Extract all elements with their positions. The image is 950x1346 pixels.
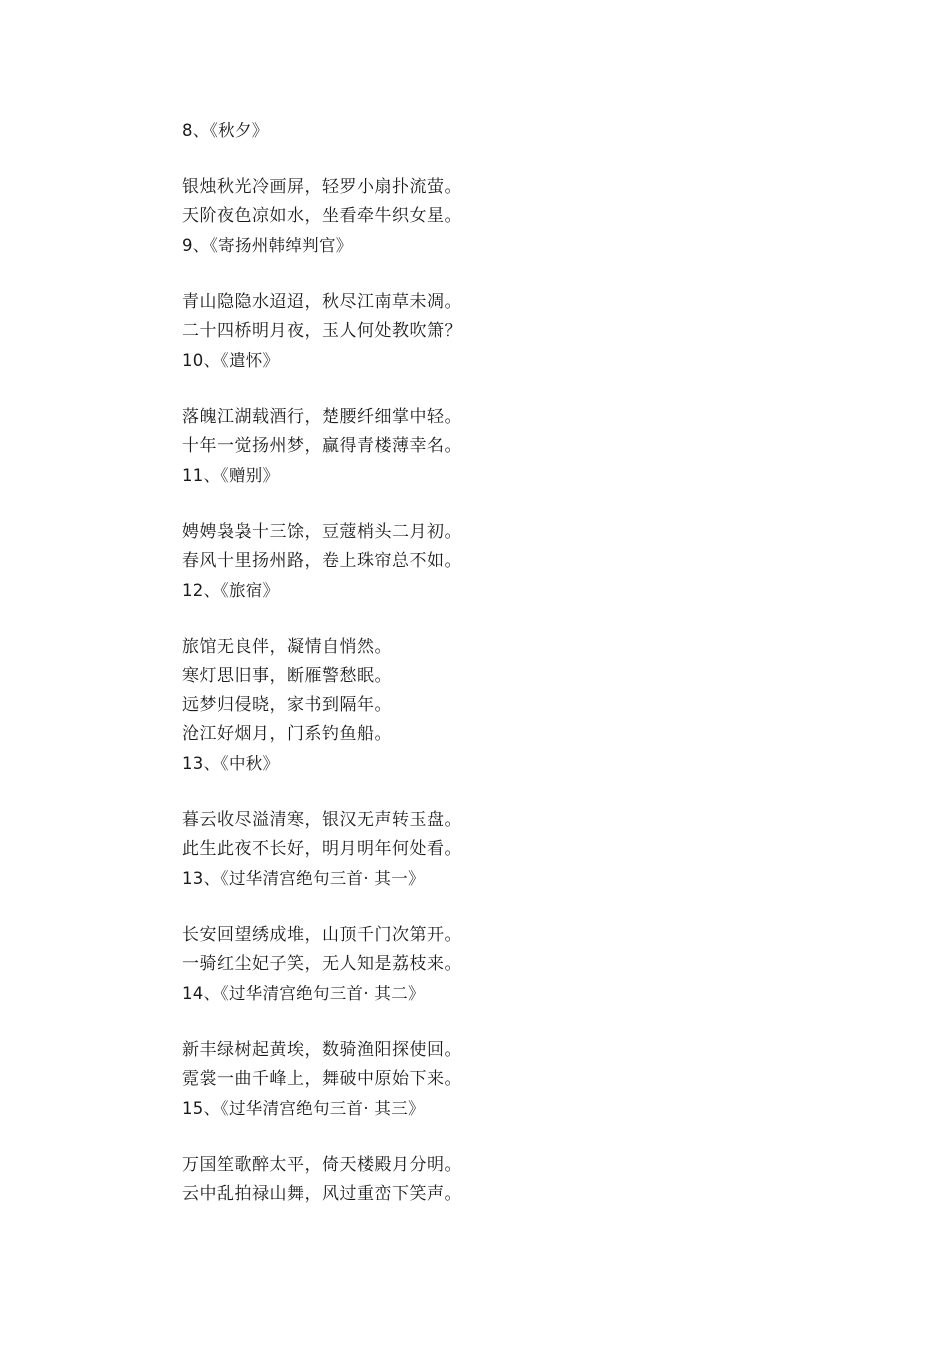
blank-line bbox=[182, 1123, 882, 1151]
poem-line: 青山隐隐水迢迢，秋尽江南草未凋。 bbox=[182, 292, 462, 312]
poem-line: 天阶夜色凉如水，坐看牵牛织女星。 bbox=[182, 206, 462, 226]
poem-line: 娉娉袅袅十三馀，豆蔻梢头二月初。 bbox=[182, 522, 462, 542]
poem-line: 万国笙歌醉太平，倚天楼殿月分明。 bbox=[182, 1155, 462, 1175]
poem-line: 暮云收尽溢清寒，银汉无声转玉盘。 bbox=[182, 810, 462, 830]
blank-line bbox=[182, 145, 882, 173]
blank-line bbox=[182, 490, 882, 518]
poem-title: 8、《秋夕》 bbox=[182, 121, 269, 140]
poem-block bbox=[182, 864, 882, 979]
blank-line bbox=[182, 375, 882, 403]
poem-line: 霓裳一曲千峰上，舞破中原始下来。 bbox=[182, 1069, 462, 1089]
blank-line bbox=[182, 260, 882, 288]
poem-title: 12、《旅宿》 bbox=[182, 581, 280, 600]
poem-title: 13、《过华清宫绝句三首· 其一》 bbox=[182, 869, 425, 888]
poem-line: 长安回望绣成堆，山顶千门次第开。 bbox=[182, 925, 462, 945]
poem-title: 13、《中秋》 bbox=[182, 754, 280, 773]
poem-line: 一骑红尘妃子笑，无人知是荔枝来。 bbox=[182, 954, 462, 974]
blank-line bbox=[182, 778, 882, 806]
blank-line bbox=[182, 893, 882, 921]
poem-line: 十年一觉扬州梦，赢得青楼薄幸名。 bbox=[182, 436, 462, 456]
poem-block bbox=[182, 116, 882, 231]
poem-block bbox=[182, 346, 882, 461]
poem-block bbox=[182, 979, 882, 1094]
poem-title: 10、《遣怀》 bbox=[182, 351, 280, 370]
poem-block bbox=[182, 231, 882, 346]
poem-line: 沧江好烟月，门系钓鱼船。 bbox=[182, 724, 392, 744]
poem-block bbox=[182, 461, 882, 576]
poem-block bbox=[182, 749, 882, 864]
poem-title: 9、《寄扬州韩绰判官》 bbox=[182, 236, 353, 255]
document-page bbox=[182, 116, 882, 1209]
poem-line: 此生此夜不长好，明月明年何处看。 bbox=[182, 839, 462, 859]
poem-line: 寒灯思旧事，断雁警愁眠。 bbox=[182, 666, 392, 686]
poem-line: 远梦归侵晓，家书到隔年。 bbox=[182, 695, 392, 715]
poem-line: 落魄江湖载酒行，楚腰纤细掌中轻。 bbox=[182, 407, 462, 427]
poem-block bbox=[182, 576, 882, 749]
blank-line bbox=[182, 605, 882, 633]
poem-line: 旅馆无良伴，凝情自悄然。 bbox=[182, 637, 392, 657]
blank-line bbox=[182, 1008, 882, 1036]
poem-line: 新丰绿树起黄埃，数骑渔阳探使回。 bbox=[182, 1040, 462, 1060]
poem-title: 15、《过华清宫绝句三首· 其三》 bbox=[182, 1099, 425, 1118]
poem-line: 二十四桥明月夜，玉人何处教吹箫？ bbox=[182, 321, 462, 341]
poem-title: 11、《赠别》 bbox=[182, 466, 280, 485]
poem-line: 云中乱拍禄山舞，风过重峦下笑声。 bbox=[182, 1184, 462, 1204]
poem-line: 春风十里扬州路，卷上珠帘总不如。 bbox=[182, 551, 462, 571]
poem-line: 银烛秋光冷画屏，轻罗小扇扑流萤。 bbox=[182, 177, 462, 197]
poem-block bbox=[182, 1094, 882, 1209]
poem-title: 14、《过华清宫绝句三首· 其二》 bbox=[182, 984, 425, 1003]
